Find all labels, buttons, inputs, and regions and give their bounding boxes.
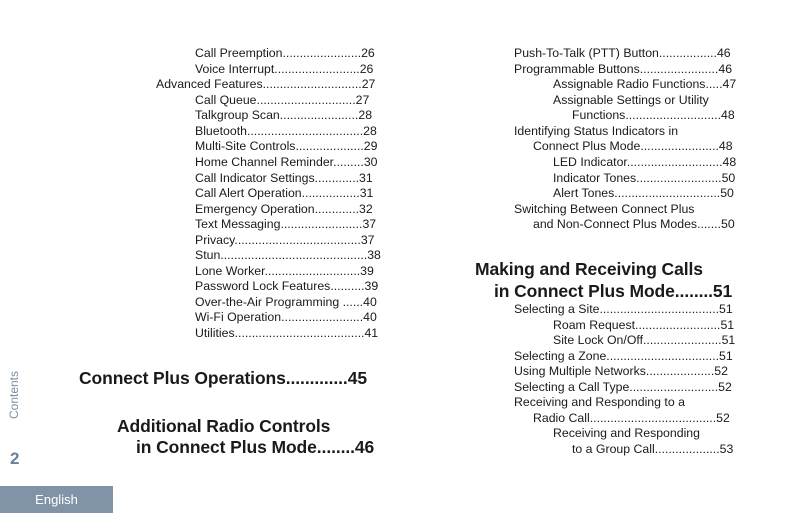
toc-entry-stun[interactable] [195, 248, 381, 263]
toc-entry-receiving-radio-call-line2[interactable] [533, 411, 730, 426]
toc-heading-title: Making and Receiving Calls [475, 259, 703, 279]
toc-entry-title: Switching Between Connect Plus [514, 202, 695, 216]
toc-leader-dots: ........ [674, 281, 713, 301]
toc-entry-title: Voice Interrupt [195, 62, 275, 76]
toc-page-number: 31 [359, 186, 374, 200]
toc-entry-title: Selecting a Site [514, 302, 600, 316]
toc-page-number: 46 [354, 437, 375, 457]
toc-leader-dots: ...................................... [234, 326, 365, 340]
toc-leader-dots: ............................. [262, 77, 362, 91]
toc-page-number: 37 [360, 233, 375, 247]
toc-leader-dots: .......................... [629, 380, 719, 394]
toc-page-number: 51 [721, 333, 736, 347]
toc-entry-bluetooth[interactable] [195, 124, 377, 139]
toc-page-number: 40 [363, 310, 377, 324]
toc-page-number: 28 [363, 124, 377, 138]
toc-entry-site-lock[interactable] [553, 333, 735, 348]
toc-page-number: 50 [721, 171, 736, 185]
toc-heading-title: Additional Radio Controls [117, 416, 331, 436]
toc-entry-call-indicator-settings[interactable] [195, 171, 373, 186]
toc-page-number: 46 [716, 46, 731, 60]
toc-heading-connect-plus-operations[interactable] [79, 368, 367, 389]
toc-page-number: 51 [712, 281, 733, 301]
toc-entry-switching-modes-line2[interactable] [533, 217, 735, 232]
page-number: 2 [10, 449, 20, 468]
toc-entry-title: Wi-Fi Operation [195, 310, 282, 324]
toc-page-number: 52 [718, 380, 732, 394]
toc-entry-programmable-buttons[interactable] [514, 62, 732, 77]
toc-entry-title: Radio Call [533, 411, 590, 425]
toc-entry-call-alert-operation[interactable] [195, 186, 373, 201]
toc-entry-title: Privacy [195, 233, 235, 247]
toc-page-number: 27 [361, 77, 376, 91]
toc-leader-dots: ............. [314, 171, 360, 185]
toc-entry-emergency-operation[interactable] [195, 202, 373, 217]
toc-page-number: 52 [716, 411, 730, 425]
toc-entry-title: Multi-Site Controls [195, 139, 296, 153]
toc-leader-dots: ............................. [256, 93, 356, 107]
toc-entry-using-multiple-networks[interactable] [514, 364, 728, 379]
toc-entry-receiving-group-call-line1[interactable] [553, 426, 700, 441]
toc-page-number: 41 [364, 326, 379, 340]
toc-entry-title: and Non-Connect Plus Modes [533, 217, 698, 231]
toc-entry-advanced-features[interactable] [156, 77, 375, 92]
toc-entry-call-preemption[interactable] [195, 46, 375, 61]
toc-heading-title: in Connect Plus Mode [136, 437, 317, 457]
toc-entry-title: Functions [572, 108, 626, 122]
toc-page-number: 28 [358, 108, 373, 122]
toc-page-number: 52 [714, 364, 728, 378]
toc-leader-dots: ................................. [606, 349, 720, 363]
toc-leader-dots: ............................ [626, 155, 723, 169]
toc-leader-dots: ........................................... [220, 248, 368, 262]
toc-entry-title: Over-the-Air Programming [195, 295, 340, 309]
language-tab-label: English [35, 492, 78, 507]
toc-entry-title: Receiving and Responding [553, 426, 700, 440]
toc-page-number: 26 [359, 62, 374, 76]
toc-page-number: 37 [362, 217, 377, 231]
toc-entry-title: Assignable Radio Functions [553, 77, 706, 91]
toc-entry-talkgroup-scan[interactable] [195, 108, 372, 123]
toc-entry-title: Indicator Tones [553, 171, 637, 185]
toc-entry-title: Site Lock On/Off [553, 333, 643, 347]
toc-entry-title: Selecting a Zone [514, 349, 607, 363]
toc-leader-dots: ........................ [281, 310, 364, 324]
toc-entry-indicator-tones[interactable] [553, 171, 735, 186]
toc-entry-title: Home Channel Reminder [195, 155, 334, 169]
toc-entry-receiving-group-call-line2[interactable] [572, 442, 733, 457]
toc-entry-selecting-a-call-type[interactable] [514, 380, 732, 395]
toc-leader-dots: .................... [295, 139, 364, 153]
toc-heading-making-receiving-calls-line2[interactable] [494, 281, 732, 302]
toc-entry-title: Roam Request [553, 318, 636, 332]
toc-entry-lone-worker[interactable] [195, 264, 374, 279]
toc-entry-text-messaging[interactable] [195, 217, 376, 232]
toc-leader-dots: ....................... [282, 46, 362, 60]
toc-entry-voice-interrupt[interactable] [195, 62, 373, 77]
toc-heading-title: Connect Plus Operations [79, 368, 286, 388]
toc-page-number: 45 [347, 368, 367, 388]
toc-page-number: 48 [718, 139, 733, 153]
toc-entry-privacy[interactable] [195, 233, 375, 248]
toc-leader-dots: ......... [333, 155, 364, 169]
toc-leader-dots: ............................ [264, 264, 361, 278]
toc-entry-title: Assignable Settings or Utility [553, 93, 709, 107]
contents-label-text: Contents [7, 370, 21, 420]
toc-page-number: 47 [722, 77, 737, 91]
toc-page-number: 39 [364, 279, 379, 293]
toc-leader-dots: ............. [285, 368, 348, 388]
toc-page-number: 50 [720, 217, 735, 231]
toc-entry-title: Utilities [195, 326, 235, 340]
toc-heading-title: in Connect Plus Mode [494, 281, 675, 301]
toc-page-number: 30 [363, 155, 378, 169]
toc-leader-dots: ......................... [636, 171, 722, 185]
toc-leader-dots: ......................... [635, 318, 721, 332]
toc-leader-dots: ............................... [614, 186, 721, 200]
toc-entry-wi-fi-operation[interactable] [195, 310, 377, 325]
toc-entry-title: Stun [195, 248, 221, 262]
toc-page-number: 27 [355, 93, 370, 107]
toc-leader-dots: ................... [654, 442, 720, 456]
toc-entry-call-queue[interactable] [195, 93, 369, 108]
toc-page-number: 50 [720, 186, 734, 200]
toc-page-number: 40 [363, 295, 377, 309]
toc-entry-over-the-air-programming[interactable] [195, 295, 377, 310]
toc-entry-title: Call Alert Operation [195, 186, 302, 200]
toc-page-number: 32 [359, 202, 373, 216]
toc-leader-dots: ............. [314, 202, 360, 216]
toc-entry-title: Bluetooth [195, 124, 247, 138]
toc-leader-dots: .................... [645, 364, 715, 378]
toc-leader-dots: ...... [339, 295, 364, 309]
toc-entry-home-channel-reminder[interactable] [195, 155, 378, 170]
toc-leader-dots: ............................ [625, 108, 721, 122]
toc-page-number: 48 [721, 108, 735, 122]
toc-entry-title: Call Queue [195, 93, 257, 107]
toc-leader-dots: ....................... [643, 333, 722, 347]
contents-side-label [6, 366, 22, 424]
toc-entry-selecting-a-site[interactable] [514, 302, 733, 317]
toc-leader-dots: ................. [301, 186, 360, 200]
toc-entry-identifying-status-line1[interactable] [514, 124, 678, 139]
toc-page-number: 48 [722, 155, 737, 169]
toc-leader-dots: .......... [330, 279, 365, 293]
toc-entry-assignable-radio-functions[interactable] [553, 77, 736, 92]
toc-leader-dots: ....................... [639, 62, 719, 76]
toc-entry-title: Push-To-Talk (PTT) Button [514, 46, 659, 60]
toc-entry-selecting-a-zone[interactable] [514, 349, 733, 364]
toc-entry-title: Password Lock Features [195, 279, 331, 293]
toc-entry-title: Text Messaging [195, 217, 281, 231]
language-tab[interactable] [0, 486, 113, 513]
toc-entry-utilities[interactable] [195, 326, 378, 341]
toc-entry-title: to a Group Call [572, 442, 655, 456]
toc-page-number: 46 [718, 62, 733, 76]
toc-page-number: 51 [719, 349, 733, 363]
toc-page-number: 51 [719, 302, 733, 316]
toc-leader-dots: ..................................... [589, 411, 717, 425]
toc-entry-title: Using Multiple Networks [514, 364, 646, 378]
toc-entry-title: Identifying Status Indicators in [514, 124, 679, 138]
toc-entry-title: Connect Plus Mode [533, 139, 641, 153]
toc-leader-dots: ....... [697, 217, 721, 231]
toc-entry-alert-tones[interactable] [553, 186, 734, 201]
toc-entry-title: Receiving and Responding to a [514, 395, 685, 409]
toc-leader-dots: ................................... [599, 302, 720, 316]
toc-leader-dots: ......................... [274, 62, 360, 76]
toc-entry-multi-site-controls[interactable] [195, 139, 377, 154]
toc-entry-assignable-settings-line2[interactable] [572, 108, 735, 123]
toc-entry-password-lock-features[interactable] [195, 279, 378, 294]
toc-leader-dots: .................................. [246, 124, 364, 138]
toc-leader-dots: ........ [316, 437, 355, 457]
toc-page-number: 38 [367, 248, 381, 262]
toc-entry-title: Call Indicator Settings [195, 171, 315, 185]
toc-entry-title: LED Indicator [553, 155, 627, 169]
toc-entry-identifying-status-line2[interactable] [533, 139, 733, 154]
toc-entry-led-indicator[interactable] [553, 155, 736, 170]
toc-entry-title: Emergency Operation [195, 202, 315, 216]
toc-page-number: 31 [359, 171, 373, 185]
toc-heading-additional-radio-controls-line2[interactable] [136, 437, 374, 458]
toc-page-number: 29 [363, 139, 378, 153]
toc-leader-dots: ....................... [279, 108, 359, 122]
toc-page-number: 51 [720, 318, 735, 332]
toc-leader-dots: ........................ [280, 217, 363, 231]
toc-leader-dots: ..................................... [234, 233, 361, 247]
toc-heading-additional-radio-controls-line1[interactable] [117, 416, 330, 437]
toc-entry-push-to-talk-button[interactable] [514, 46, 731, 61]
toc-entry-title: Lone Worker [195, 264, 265, 278]
toc-entry-switching-modes-line1[interactable] [514, 202, 694, 217]
toc-entry-roam-request[interactable] [553, 318, 734, 333]
toc-entry-title: Call Preemption [195, 46, 283, 60]
toc-entry-assignable-settings-line1[interactable] [553, 93, 709, 108]
toc-entry-title: Advanced Features [156, 77, 263, 91]
toc-entry-title: Alert Tones [553, 186, 615, 200]
toc-leader-dots: ..... [705, 77, 723, 91]
toc-page-number: 53 [719, 442, 734, 456]
toc-entry-title: Talkgroup Scan [195, 108, 280, 122]
toc-heading-making-receiving-calls-line1[interactable] [475, 259, 703, 280]
toc-leader-dots: ....................... [640, 139, 719, 153]
toc-entry-title: Selecting a Call Type [514, 380, 630, 394]
toc-page-number: 26 [361, 46, 375, 60]
toc-page-number: 39 [360, 264, 374, 278]
toc-entry-receiving-radio-call-line1[interactable] [514, 395, 685, 410]
toc-leader-dots: ................. [658, 46, 717, 60]
toc-entry-title: Programmable Buttons [514, 62, 640, 76]
